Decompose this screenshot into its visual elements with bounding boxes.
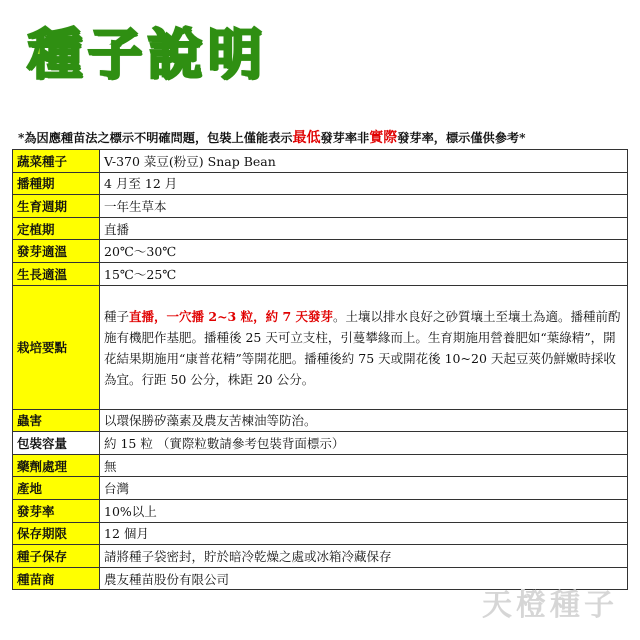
row-label: 產地 (13, 477, 100, 500)
row-value: 約 15 粒 （實際粒數請參考包裝背面標示） (100, 432, 628, 455)
row-label: 定植期 (13, 217, 100, 240)
row-label: 生育週期 (13, 195, 100, 218)
watermark: 天橙種子 (482, 588, 618, 623)
row-value: 一年生草本 (100, 195, 628, 218)
cultivation-highlight: 直播，一穴播 2~3 粒，約 7 天發芽 (129, 309, 333, 325)
table-row (13, 262, 628, 285)
row-value: 直播 (100, 217, 628, 240)
table-row-cultivation (13, 285, 628, 409)
row-label: 蔬菜種子 (13, 150, 100, 173)
notice-text (18, 127, 624, 147)
row-value: 以環保勝矽藻素及農友苦楝油等防治。 (100, 409, 628, 432)
notice-low: 最低 (292, 130, 321, 146)
cultivation-prefix: 種子 (104, 309, 130, 325)
table-row (13, 150, 628, 173)
row-value: 農友種苗股份有限公司 (100, 567, 628, 590)
row-value: 15℃～25℃ (100, 262, 628, 285)
table-row (13, 477, 628, 500)
row-label: 藥劑處理 (13, 454, 100, 477)
table-row (13, 499, 628, 522)
row-value: 12 個月 (100, 522, 628, 545)
row-label: 種子保存 (13, 545, 100, 568)
row-label: 包裝容量 (13, 432, 100, 455)
row-value: 20℃～30℃ (100, 240, 628, 263)
table-row (13, 217, 628, 240)
cultivation-text (100, 285, 628, 409)
table-row (13, 454, 628, 477)
table-row (13, 432, 628, 455)
row-value: 4 月至 12 月 (100, 172, 628, 195)
table-row (13, 409, 628, 432)
table-row (13, 195, 628, 218)
row-label: 發芽率 (13, 499, 100, 522)
row-label: 播種期 (13, 172, 100, 195)
row-value: 無 (100, 454, 628, 477)
row-label: 蟲害 (13, 409, 100, 432)
row-label: 生長適溫 (13, 262, 100, 285)
notice-part1: *為因應種苗法之標示不明確問題，包裝上僅能表示 (18, 131, 293, 145)
table-row (13, 522, 628, 545)
row-value: V-370 菜豆(粉豆) Snap Bean (100, 150, 628, 173)
row-value: 請將種子袋密封，貯於暗冷乾燥之處或冰箱冷藏保存 (100, 545, 628, 568)
notice-part2: 發芽率非 (320, 131, 370, 145)
row-label: 種苗商 (13, 567, 100, 590)
page-title: 種子說明 (28, 23, 268, 86)
row-label: 保存期限 (13, 522, 100, 545)
row-label: 栽培要點 (13, 285, 100, 409)
seed-spec-table (12, 149, 628, 590)
cultivation-rest: 。土壤以排水良好之砂質壤土至壤土為適。播種前酌施有機肥作基肥。播種後 25 天可立支柱，引蔓攀緣而上。生育期施用營養肥如“葉綠精”，開花結果期施用“康普花精”等開花肥。播種後約 75 天或開花後 10~20 天起豆莢仍鮮嫩時採收為宜。行距 50 公分，株距 20 公分。 (104, 309, 621, 388)
table-row (13, 240, 628, 263)
notice-part3: 發芽率，標示僅供參考* (397, 131, 526, 145)
row-label: 發芽適溫 (13, 240, 100, 263)
table-row (13, 545, 628, 568)
notice-actual: 實際 (369, 130, 398, 146)
row-value: 台灣 (100, 477, 628, 500)
row-value: 10%以上 (100, 499, 628, 522)
table-row (13, 172, 628, 195)
